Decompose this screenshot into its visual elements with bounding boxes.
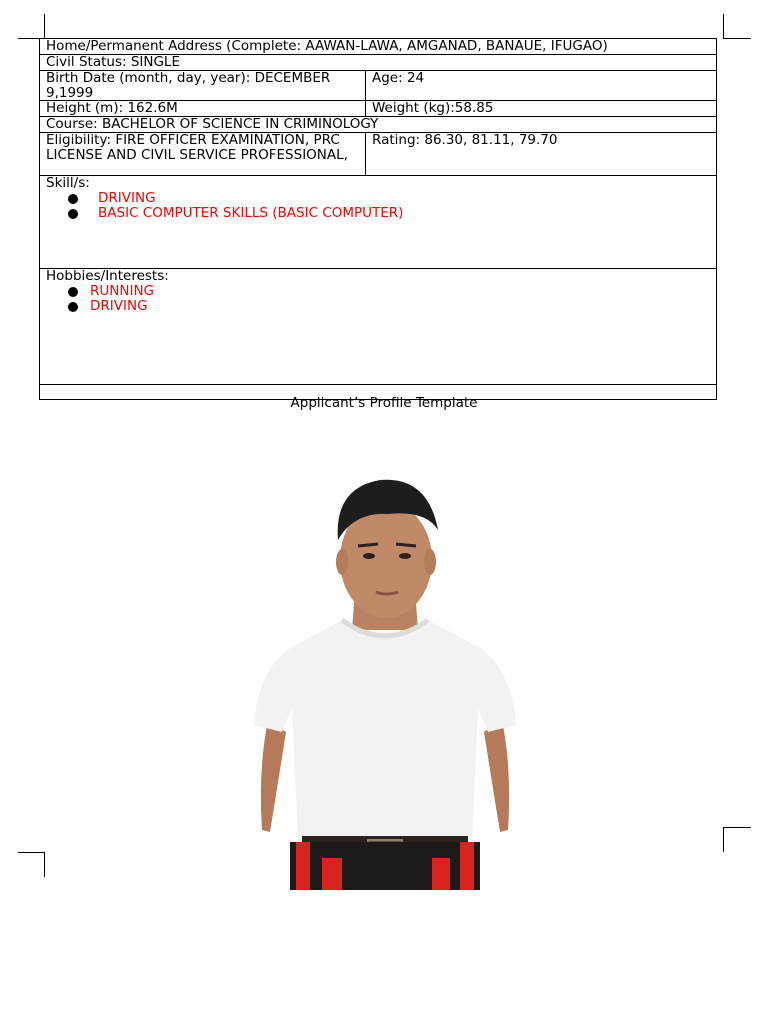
skill-text: DRIVING: [98, 189, 156, 206]
hobbies-cell: [40, 269, 717, 385]
weight-cell: Weight (kg):58.85: [366, 101, 717, 117]
rating-cell: Rating: 86.30, 81.11, 79.70: [366, 133, 717, 176]
bullet-icon: [68, 194, 78, 204]
age-cell: Age: 24: [366, 70, 717, 101]
list-item: [68, 284, 710, 299]
crop-mark: [18, 852, 44, 853]
crop-mark: [723, 827, 724, 852]
list-item: [68, 299, 710, 314]
crop-mark: [44, 14, 45, 39]
bullet-icon: [68, 209, 78, 219]
eligibility-cell: Eligibility: FIRE OFFICER EXAMINATION, PRC LICENSE AND CIVIL SERVICE PROFESSIONAL,: [40, 133, 366, 176]
crop-mark: [723, 14, 724, 39]
hobby-text: RUNNING: [90, 282, 154, 299]
crop-mark: [723, 827, 751, 828]
hobbies-label: Hobbies/Interests:: [46, 268, 169, 285]
skill-text: BASIC COMPUTER SKILLS (BASIC COMPUTER): [98, 204, 404, 221]
birth-date-cell: Birth Date (month, day, year): DECEMBER 9,1999: [40, 70, 366, 101]
height-cell: Height (m): 162.6M: [40, 101, 366, 117]
applicant-photo: [250, 470, 520, 890]
skills-label: Skill/s:: [46, 175, 90, 192]
page-caption: Applicant’s Profile Template: [290, 395, 478, 411]
skills-cell: [40, 176, 717, 269]
hobbies-list: [46, 284, 710, 314]
bullet-icon: [68, 302, 78, 312]
list-item: [68, 206, 710, 221]
crop-mark: [44, 852, 45, 877]
list-item: [68, 191, 710, 206]
skills-list: [46, 191, 710, 221]
address-cell: Home/Permanent Address (Complete: AAWAN-LAWA, AMGANAD, BANAUE, IFUGAO): [40, 39, 717, 55]
civil-status-cell: Civil Status: SINGLE: [40, 54, 717, 70]
bullet-icon: [68, 287, 78, 297]
crop-mark: [723, 38, 751, 39]
course-cell: Course: BACHELOR OF SCIENCE IN CRIMINOLOGY: [40, 117, 717, 133]
applicant-profile-table: [39, 38, 717, 400]
hobby-text: DRIVING: [90, 297, 148, 314]
